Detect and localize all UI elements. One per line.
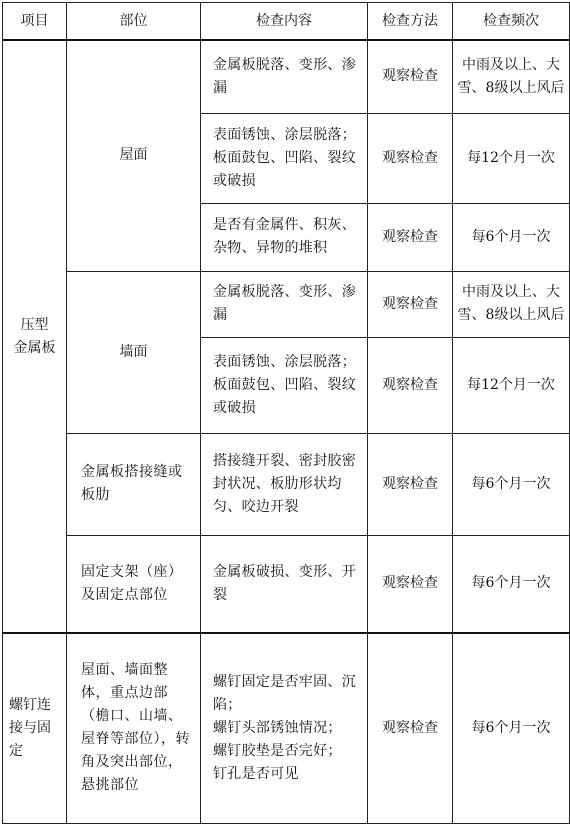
frequency-cell: 每12个月一次 bbox=[453, 113, 570, 203]
header-content: 检查内容 bbox=[201, 3, 368, 41]
header-part: 部位 bbox=[67, 3, 201, 41]
frequency-cell: 每12个月一次 bbox=[453, 337, 570, 433]
part-cell: 墙面 bbox=[67, 271, 201, 433]
content-cell: 表面锈蚀、涂层脱落；板面鼓包、凹陷、裂纹或破损 bbox=[201, 337, 368, 433]
frequency-cell: 每6个月一次 bbox=[453, 535, 570, 633]
method-cell: 观察检查 bbox=[368, 113, 453, 203]
frequency-cell: 每6个月一次 bbox=[453, 203, 570, 271]
method-cell: 观察检查 bbox=[368, 203, 453, 271]
frequency-cell: 每6个月一次 bbox=[453, 633, 570, 823]
method-cell: 观察检查 bbox=[368, 40, 453, 113]
header-item: 项目 bbox=[3, 3, 67, 41]
table-row bbox=[3, 535, 570, 633]
part-cell: 屋面 bbox=[67, 40, 201, 271]
method-cell: 观察检查 bbox=[368, 337, 453, 433]
content-cell: 表面锈蚀、涂层脱落；板面鼓包、凹陷、裂纹或破损 bbox=[201, 113, 368, 203]
header-method: 检查方法 bbox=[368, 3, 453, 41]
item-cell: 压型 金属板 bbox=[3, 40, 67, 633]
table-row bbox=[3, 633, 570, 823]
inspection-table bbox=[2, 2, 570, 824]
frequency-cell: 中雨及以上、大雪、8级以上风后 bbox=[453, 40, 570, 113]
item-cell: 螺钉连接与固定 bbox=[3, 633, 67, 823]
content-cell: 搭接缝开裂、密封胶密封状况、板肋形状均匀、咬边开裂 bbox=[201, 433, 368, 535]
frequency-cell: 每6个月一次 bbox=[453, 433, 570, 535]
content-cell: 金属板脱落、变形、渗漏 bbox=[201, 271, 368, 337]
content-cell: 金属板脱落、变形、渗漏 bbox=[201, 40, 368, 113]
method-cell: 观察检查 bbox=[368, 535, 453, 633]
table-row bbox=[3, 40, 570, 113]
frequency-cell: 中雨及以上、大雪、8级以上风后 bbox=[453, 271, 570, 337]
table-row bbox=[3, 271, 570, 337]
table-row bbox=[3, 433, 570, 535]
header-frequency: 检查频次 bbox=[453, 3, 570, 41]
part-cell: 金属板搭接缝或板肋 bbox=[67, 433, 201, 535]
method-cell: 观察检查 bbox=[368, 271, 453, 337]
part-cell: 固定支架（座）及固定点部位 bbox=[67, 535, 201, 633]
part-cell: 屋面、墙面整体，重点边部（檐口、山墙、屋脊等部位），转角及突出部位，悬挑部位 bbox=[67, 633, 201, 823]
content-cell: 金属板破损、变形、开裂 bbox=[201, 535, 368, 633]
header-row bbox=[3, 3, 570, 41]
content-cell: 螺钉固定是否牢固、沉陷； 螺钉头部锈蚀情况； 螺钉胶垫是否完好； 钉孔是否可见 bbox=[201, 633, 368, 823]
method-cell: 观察检查 bbox=[368, 433, 453, 535]
content-cell: 是否有金属件、积灰、杂物、异物的堆积 bbox=[201, 203, 368, 271]
method-cell: 观察检查 bbox=[368, 633, 453, 823]
